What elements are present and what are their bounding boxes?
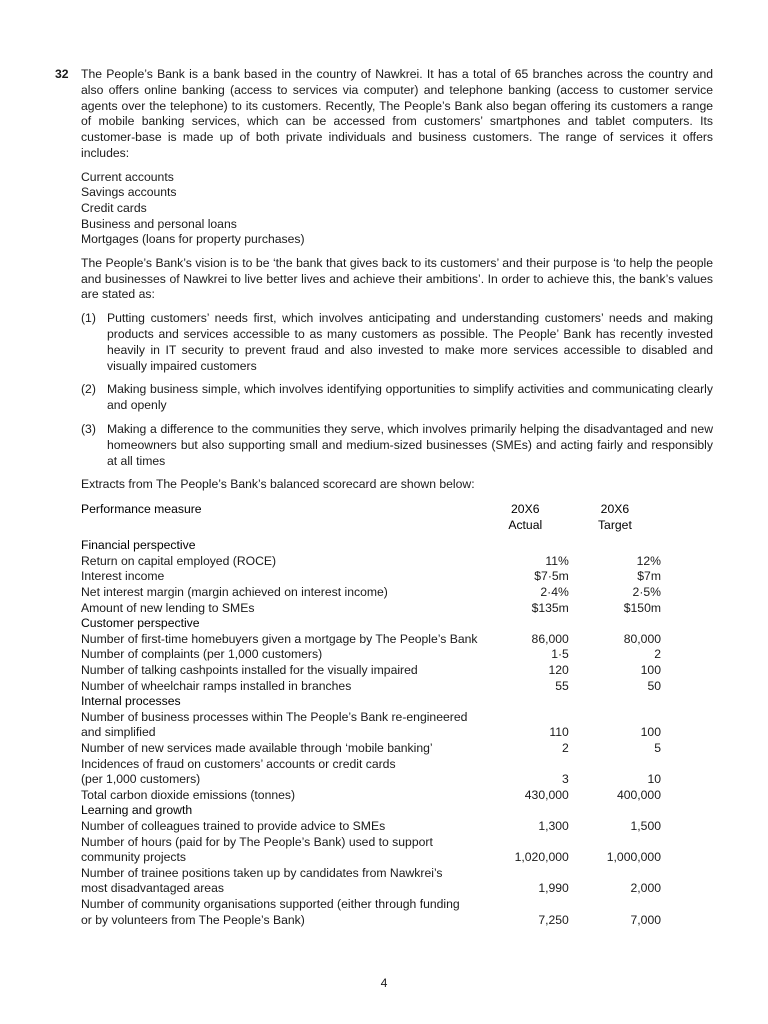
section-heading-row — [81, 533, 661, 554]
header-actual-year: 20X6 — [511, 502, 540, 517]
table-row — [81, 679, 661, 695]
target-cell: 80,000 — [623, 631, 661, 646]
target-cell: 5 — [654, 741, 661, 756]
actual-cell: 7,250 — [538, 912, 569, 927]
list-item: Savings accounts — [81, 185, 177, 200]
measure-line: or by volunteers from The People’s Bank) — [81, 912, 305, 927]
measure-cell: Return on capital employed (ROCE) — [81, 553, 277, 568]
page-number: 4 — [380, 976, 388, 990]
target-cell: 1,000,000 — [606, 850, 661, 865]
table-row — [81, 897, 661, 928]
target-cell: 2,000 — [630, 881, 661, 896]
actual-cell: 1,300 — [538, 818, 569, 833]
measure-cell: Number of wheelchair ramps installed in branches — [81, 678, 352, 693]
table-row — [81, 866, 661, 897]
measure-cell: Number of complaints (per 1,000 customers) — [81, 647, 323, 662]
target-cell: 50 — [647, 678, 661, 693]
actual-cell: 1,990 — [538, 881, 569, 896]
header-target-label: Target — [597, 517, 632, 532]
table-row — [81, 788, 661, 804]
measure-line: Number of trainee positions taken up by candidates from Nawkrei’s — [81, 865, 443, 880]
measure-line: Number of community organisations supported (either through funding — [81, 896, 460, 911]
question-number: 32 — [55, 67, 69, 81]
actual-cell: 86,000 — [531, 631, 569, 646]
list-item: Mortgages (loans for property purchases) — [81, 232, 305, 247]
value-text: Putting customers’ needs first, which involves anticipating and understanding customers’ needs and making products and services accessible to as many customers as possible. The People’ Bank has recently invested heavily in IT security to prevent fraud and also invested to make more services accessible to disabled and visually impaired customers — [107, 311, 713, 373]
table-row — [81, 741, 661, 757]
measure-cell — [81, 866, 482, 897]
section-title: Internal processes — [81, 694, 181, 709]
target-cell: 10 — [647, 772, 661, 787]
target-cell: $7m — [637, 569, 661, 584]
list-item: Current accounts — [81, 169, 174, 184]
actual-cell: $7·5m — [534, 569, 569, 584]
target-cell: 2·5% — [632, 585, 661, 600]
measure-line: and simplified — [81, 725, 156, 740]
measure-cell — [81, 897, 482, 928]
intro-paragraph: The People’s Bank is a bank based in the country of Nawkrei. It has a total of 65 branches across the country and also offers online banking (access to services via computer) and telephone banking (access to customer service agents over the telephone) to its customers. Recently, The People’s Bank also began offering its customers a range of mobile banking services, which can be accessed from customers’ smartphones and tablet computers. Its customer-base is made up of both private individuals and business customers. The range of services it offers includes: — [81, 67, 713, 160]
table-row — [81, 601, 661, 617]
measure-cell: Interest income — [81, 569, 165, 584]
header-measure: Performance measure — [81, 502, 202, 517]
table-row — [81, 554, 661, 570]
actual-cell: 1·5 — [551, 647, 569, 662]
measure-cell: Number of new services made available through ‘mobile banking’ — [81, 741, 433, 756]
actual-cell: 2·4% — [540, 585, 569, 600]
measure-cell: Number of talking cashpoints installed for the visually impaired — [81, 663, 418, 678]
target-cell: 12% — [636, 553, 661, 568]
measure-line: (per 1,000 customers) — [81, 772, 201, 787]
measure-cell — [81, 835, 482, 866]
value-item — [81, 311, 713, 374]
measure-cell: Total carbon dioxide emissions (tonnes) — [81, 787, 296, 802]
header-target — [569, 502, 661, 533]
target-cell: 1,500 — [630, 818, 661, 833]
measure-cell — [81, 757, 482, 788]
table-row — [81, 632, 661, 648]
header-actual-label: Actual — [508, 517, 543, 532]
value-number: (2) — [81, 382, 96, 397]
measure-cell: Number of colleagues trained to provide advice to SMEs — [81, 818, 386, 833]
values-list — [81, 311, 713, 469]
actual-cell: 430,000 — [524, 787, 569, 802]
table-header-row — [81, 502, 661, 533]
table-row — [81, 710, 661, 741]
measure-cell: Number of first-time homebuyers given a mortgage by The People’s Bank — [81, 631, 478, 646]
value-number: (1) — [81, 311, 96, 326]
value-item — [81, 422, 713, 469]
target-cell: 100 — [640, 725, 661, 740]
value-number: (3) — [81, 421, 96, 436]
actual-cell: 120 — [548, 663, 569, 678]
target-cell: 7,000 — [630, 912, 661, 927]
measure-cell — [81, 710, 482, 741]
value-item — [81, 382, 713, 414]
actual-cell: 1,020,000 — [514, 850, 569, 865]
actual-cell: 55 — [555, 678, 569, 693]
services-list — [81, 170, 713, 248]
table-row — [81, 569, 661, 585]
measure-cell: Amount of new lending to SMEs — [81, 600, 255, 615]
question-body — [81, 67, 713, 928]
list-item: Credit cards — [81, 200, 147, 215]
measure-line: community projects — [81, 850, 186, 865]
value-text: Making business simple, which involves identifying opportunities to simplify activities and communicating clearly and openly — [107, 382, 713, 413]
list-item: Business and personal loans — [81, 216, 237, 231]
value-text: Making a difference to the communities they serve, which involves primarily helping the disadvantaged and new homeowners but also supporting small and medium-sized businesses (SMEs) and acting fairly and responsibly at all times — [107, 421, 713, 468]
actual-cell: 2 — [562, 741, 569, 756]
section-title: Customer perspective — [81, 616, 200, 631]
table-row — [81, 647, 661, 663]
vision-paragraph: The People’s Bank’s vision is to be ‘the bank that gives back to its customers’ and their purpose is ‘to help the people and businesses of Nawkrei to live better lives and achieve their ambitions’. In order to achieve this, the bank’s values are stated as: — [81, 255, 713, 302]
table-row — [81, 757, 661, 788]
target-cell: $150m — [623, 600, 661, 615]
measure-line: Incidences of fraud on customers’ accounts or credit cards — [81, 756, 396, 771]
table-row — [81, 663, 661, 679]
target-cell: 100 — [640, 663, 661, 678]
scorecard-intro: Extracts from The People’s Bank’s balanced scorecard are shown below: — [81, 477, 475, 492]
table-row — [81, 835, 661, 866]
section-heading-row — [81, 616, 661, 632]
actual-cell: 3 — [562, 772, 569, 787]
measure-line: most disadvantaged areas — [81, 881, 224, 896]
header-target-year: 20X6 — [600, 502, 630, 517]
section-heading-row — [81, 694, 661, 710]
measure-line: Number of business processes within The People’s Bank re-engineered — [81, 709, 468, 724]
section-title: Financial perspective — [81, 538, 196, 553]
table-row — [81, 819, 661, 835]
measure-cell: Net interest margin (margin achieved on interest income) — [81, 585, 388, 600]
table-row — [81, 585, 661, 601]
header-actual — [482, 502, 569, 533]
actual-cell: 11% — [545, 553, 569, 568]
target-cell: 400,000 — [616, 787, 661, 802]
section-title: Learning and growth — [81, 803, 193, 818]
section-heading-row — [81, 803, 661, 819]
balanced-scorecard-table — [81, 502, 661, 928]
target-cell: 2 — [654, 647, 661, 662]
actual-cell: 110 — [549, 725, 569, 740]
actual-cell: $135m — [531, 600, 569, 615]
measure-line: Number of hours (paid for by The People’s Bank) used to support — [81, 834, 433, 849]
